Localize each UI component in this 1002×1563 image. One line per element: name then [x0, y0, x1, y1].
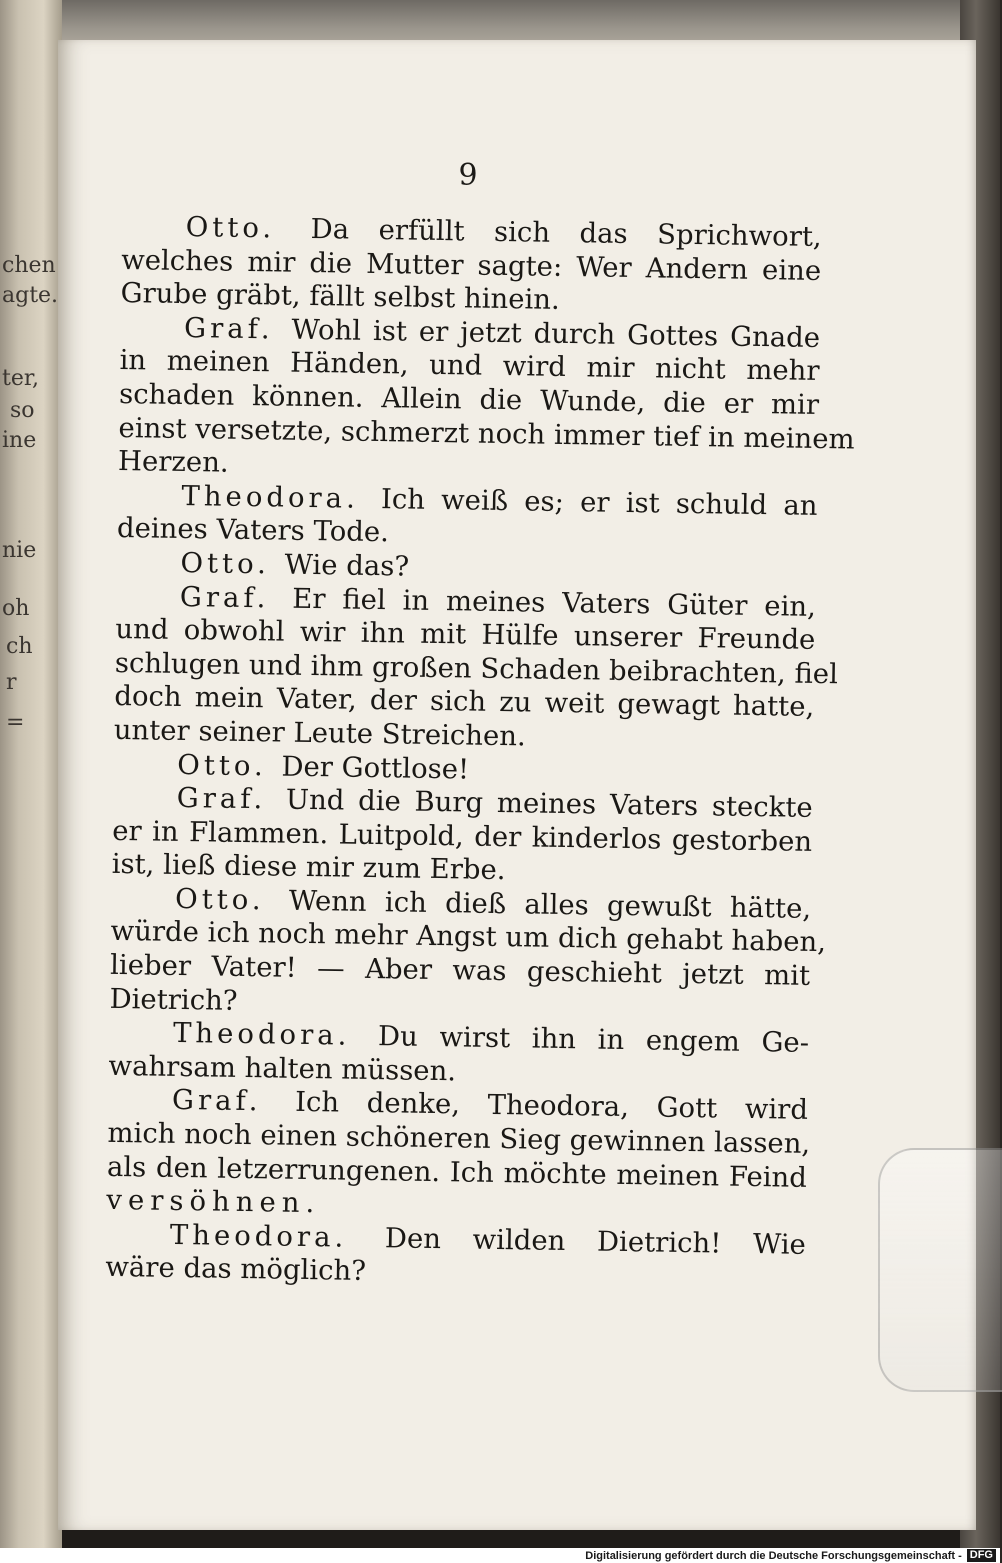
line-text: doch mein Vater, der sich zu weit gewagt hatte,	[114, 680, 815, 724]
line-text: mich noch einen schöneren Sieg gewinnen lassen,	[107, 1116, 811, 1160]
line-text: Du wirst ihn in engem Ge-	[377, 1020, 810, 1060]
line-text: Ich denke, Theodora, Gott wird	[294, 1086, 809, 1127]
line-text: einst versetzte, schmerzt noch immer tief in meinem	[118, 411, 855, 456]
previous-page-fragment: nie	[2, 538, 37, 563]
line-text: Den wilden Dietrich! Wie	[384, 1222, 807, 1261]
line-text: ist, ließ diese mir zum Erbe.	[111, 848, 506, 887]
previous-page-fragment: oh	[2, 596, 30, 621]
page-number: 9	[458, 158, 478, 193]
line-text: Wenn ich dieß alles gewußt hätte,	[288, 884, 812, 925]
line-text: als den letzerrungenen. Ich möchte meinen Feind	[106, 1150, 808, 1194]
speaker-name: Theodora.	[172, 1017, 351, 1052]
line-text: Wie das?	[284, 548, 410, 583]
previous-page-fragment: agte.	[2, 283, 59, 308]
line-text: er in Flammen. Luitpold, der kinderlos gestorben	[111, 814, 813, 858]
line-text: wäre das möglich?	[105, 1251, 367, 1288]
line-text: deines Vaters Tode.	[116, 512, 390, 549]
speaker-name: Otto.	[180, 546, 271, 581]
page-text	[105, 210, 855, 1296]
previous-page-fragment: ine	[2, 428, 37, 453]
line-text: welches mir die Mutter sagte: Wer Andern eine	[120, 243, 822, 287]
page-clip	[878, 1148, 1002, 1392]
line-text: in meinen Händen, und wird mir nicht mehr	[119, 344, 820, 388]
line-text: Da erfüllt sich das Sprichwort,	[310, 212, 822, 253]
previous-page-fragment: chen	[2, 253, 56, 278]
speaker-name: Otto.	[177, 748, 268, 782]
speaker-name: Theodora.	[169, 1218, 348, 1254]
line-text: Und die Burg meines Vaters steckte	[285, 783, 813, 825]
previous-page-fragment: ch	[6, 634, 33, 659]
speaker-name: Otto.	[174, 882, 265, 917]
previous-page-fragment: r	[6, 670, 17, 695]
line-text: Dietrich?	[109, 982, 238, 1017]
line-text: und obwohl wir ihn mit Hülfe unserer Freunde	[115, 613, 816, 657]
book-page	[58, 40, 976, 1530]
line-text: Grube gräbt, fällt selbst hinein.	[120, 277, 561, 317]
speaker-name: Theodora.	[181, 479, 360, 515]
previous-page-fragment: ter,	[2, 366, 39, 391]
line-text: wahrsam halten müssen.	[108, 1049, 457, 1088]
previous-page-fragment: =	[6, 710, 25, 735]
line-text: Der Gottlose!	[281, 750, 470, 786]
footer-credit	[585, 1548, 996, 1563]
speaker-name: Graf.	[176, 782, 267, 816]
speaker-name: Otto.	[185, 211, 276, 245]
footer-credit-text: Digitalisierung gefördert durch die Deutsche Forschungsgemeinschaft -	[585, 1549, 962, 1562]
line-text: Herzen.	[117, 445, 229, 479]
line-text: unter seiner Leute Streichen.	[113, 713, 526, 753]
speaker-name: Graf.	[183, 311, 274, 346]
previous-page-fragment: so	[10, 398, 35, 423]
line-text: versöhnen.	[106, 1184, 321, 1220]
speaker-name: Graf.	[171, 1084, 262, 1118]
speaker-name: Graf.	[179, 580, 270, 614]
line-text: schaden können. Allein die Wunde, die er mir	[118, 377, 820, 421]
line-text: schlugen und ihm großen Schaden beibrachten, fiel	[114, 646, 839, 691]
line-text: Ich weiß es; er ist schuld an	[380, 482, 818, 522]
previous-page-edge	[0, 0, 62, 1563]
line-text: lieber Vater! — Aber was geschieht jetzt mit	[109, 948, 811, 992]
line-text: Er fiel in meines Vaters Güter ein,	[292, 582, 817, 623]
line-text: Wohl ist er jetzt durch Gottes Gnade	[291, 313, 821, 354]
line-text: würde ich noch mehr Angst um dich gehabt haben,	[110, 915, 827, 959]
dfg-logo: DFG	[967, 1549, 996, 1562]
